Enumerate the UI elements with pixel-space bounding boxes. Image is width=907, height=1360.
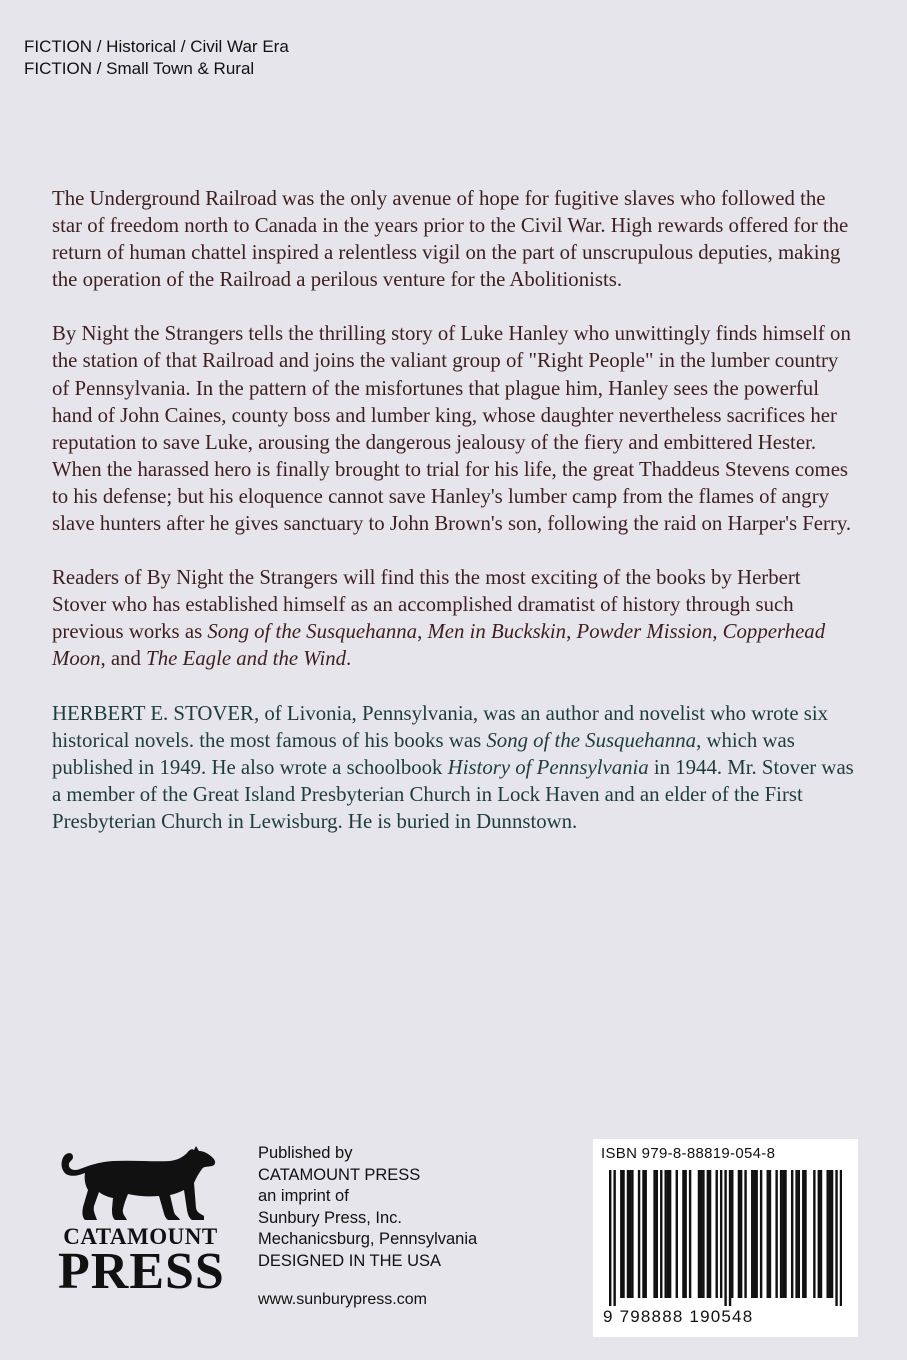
barcode-bar [664, 1170, 666, 1298]
back-cover-blurb [52, 185, 857, 862]
barcode-bar [682, 1170, 684, 1298]
barcode-bar [622, 1170, 624, 1298]
category-list [24, 36, 289, 80]
bio-text: , which was published in 1949. He also wrote a schoolbook [52, 728, 795, 779]
book-title: Powder Mission [576, 620, 713, 644]
blurb-text: , [712, 620, 723, 644]
barcode-bar [820, 1170, 822, 1298]
blurb-text: , and [100, 647, 147, 671]
blurb-text: Readers of By Night the Strangers will find this the most exciting of the books by Herbert Stover who has established himself as an accomplished dramatist of history through such previous works as [52, 566, 801, 644]
logo-wordmark-bottom: PRESS [58, 1243, 225, 1300]
barcode-bar [645, 1170, 647, 1298]
category-line: FICTION / Small Town & Rural [24, 59, 255, 78]
barcode-bar [791, 1170, 793, 1298]
barcode-bars [609, 1170, 842, 1306]
bio-text: in 1944. Mr. Stover was a member of the Great Island Presbyterian Church in Lock Haven and an elder of the First Presbyterian Church in Lewisburg. He is buried in Dunnstown. [52, 755, 854, 833]
barcode-bar [676, 1170, 678, 1298]
barcode-bar [818, 1170, 820, 1298]
barcode-bar [609, 1170, 611, 1306]
publisher-website: www.sunburypress.com [258, 1291, 427, 1308]
barcode-bar [629, 1170, 631, 1298]
barcode-bar [731, 1170, 733, 1298]
barcode-bar [767, 1170, 769, 1298]
barcode-bar [738, 1170, 740, 1298]
barcode-bar [709, 1170, 711, 1298]
category-line: FICTION / Historical / Civil War Era [24, 37, 289, 56]
blurb-text: , [417, 620, 428, 644]
barcode-bar [740, 1170, 742, 1298]
publisher-line: Published by [258, 1144, 353, 1162]
barcode-bar [684, 1170, 686, 1298]
publisher-logo [58, 1140, 223, 1300]
barcode-bar [620, 1170, 622, 1298]
barcode-bar [707, 1170, 709, 1298]
isbn-barcode [593, 1139, 858, 1337]
publisher-line: an imprint of [258, 1187, 349, 1205]
catamount-icon [58, 1140, 223, 1226]
barcode-bar [667, 1170, 669, 1298]
book-title: Copperhead Moon [52, 620, 826, 671]
barcode-bar [780, 1170, 782, 1298]
publisher-line: Mechanicsburg, Pennsylvania [258, 1230, 478, 1248]
blurb-text: . [346, 647, 352, 671]
barcode-bar [782, 1170, 784, 1298]
author-name: HERBERT E. STOVER [52, 701, 254, 725]
blurb-text: , [566, 620, 577, 644]
barcode-bar [769, 1170, 771, 1298]
barcode-bar [702, 1170, 704, 1298]
book-title: Song of the Susquehanna [486, 728, 697, 752]
barcode-bar [813, 1170, 815, 1298]
publisher-line: DESIGNED IN THE USA [258, 1251, 442, 1270]
barcode-bar [724, 1170, 726, 1306]
publisher-line: Sunbury Press, Inc. [258, 1208, 402, 1227]
barcode-bar [698, 1170, 700, 1298]
bio-text: , of Livonia, Pennsylvania, was an author and novelist who wrote six historical novels. the most famous of his books was [52, 701, 829, 752]
barcode-bar [802, 1170, 804, 1298]
book-title: Song of the Susquehanna [207, 620, 418, 644]
barcode-bar [798, 1170, 800, 1298]
barcode-bar [835, 1170, 837, 1306]
barcode-bar [689, 1170, 691, 1298]
barcode-bar [753, 1170, 755, 1298]
barcode-bar [755, 1170, 757, 1298]
isbn-label: ISBN 979-8-88819-054-8 [601, 1145, 776, 1162]
barcode-bar [716, 1170, 718, 1298]
publisher-info [258, 1143, 477, 1272]
barcode-bar [729, 1170, 731, 1306]
barcode-bar [627, 1170, 629, 1298]
barcode-bar [840, 1170, 842, 1306]
barcode-bar [642, 1170, 644, 1298]
barcode-bar [613, 1170, 615, 1306]
barcode-bar [829, 1170, 831, 1298]
barcode-bar [775, 1170, 777, 1298]
publisher-line: CATAMOUNT PRESS [258, 1165, 421, 1184]
barcode-bar [700, 1170, 702, 1298]
barcode-bar [660, 1170, 662, 1298]
barcode-bar [831, 1170, 833, 1298]
barcode-bar [638, 1170, 640, 1298]
book-title: The Eagle and the Wind [146, 647, 347, 671]
barcode-digits: 9 798888 190548 [603, 1307, 754, 1326]
barcode-bar [720, 1170, 722, 1298]
barcode-bar [653, 1170, 655, 1298]
barcode-bar [751, 1170, 753, 1298]
barcode-bar [631, 1170, 633, 1298]
blurb-paragraph-3 [52, 564, 857, 672]
barcode-bar [795, 1170, 797, 1298]
barcode-bar [784, 1170, 786, 1298]
barcode-bar [826, 1170, 828, 1298]
book-title: Men in Buckskin [427, 620, 567, 644]
barcode-bar [760, 1170, 762, 1298]
barcode-bar [744, 1170, 746, 1298]
logo-wordmark-top: CATAMOUNT [63, 1224, 218, 1249]
blurb-paragraph-2: By Night the Strangers tells the thrilling story of Luke Hanley who unwittingly finds himself on the station of that Railroad and joins the valiant group of "Right People" in the lumber country of Pennsylvania. In the pattern of the misfortunes that plague him, Hanley sees the powerful hand of John Caines, county boss and lumber king, whose daughter nevertheless sacrifices her reputation to save Luke, arousing the dangerous jealousy of the fiery and embittered Hester. When the harassed hero is finally brought to trial for his life, the great Thaddeus Stevens comes to his defense; but his eloquence cannot save Hanley's lumber camp from the flames of angry slave hunters after he gives sanctuary to John Brown's son, following the raid on Harper's Ferry. [52, 322, 852, 536]
barcode-bar [656, 1170, 658, 1298]
book-title: History of Pennsylvania [447, 755, 649, 779]
barcode-bar [669, 1170, 671, 1298]
blurb-paragraph-1: The Underground Railroad was the only avenue of hope for fugitive slaves who followed the star of freedom north to Canada in the years prior to the Civil War. High rewards offered for the return of human chattel inspired a relentless vigil on the part of unscrupulous deputies, making the operation of the Railroad a perilous venture for the Abolitionists. [52, 187, 849, 292]
author-bio [52, 700, 857, 835]
barcode-bar [804, 1170, 806, 1298]
